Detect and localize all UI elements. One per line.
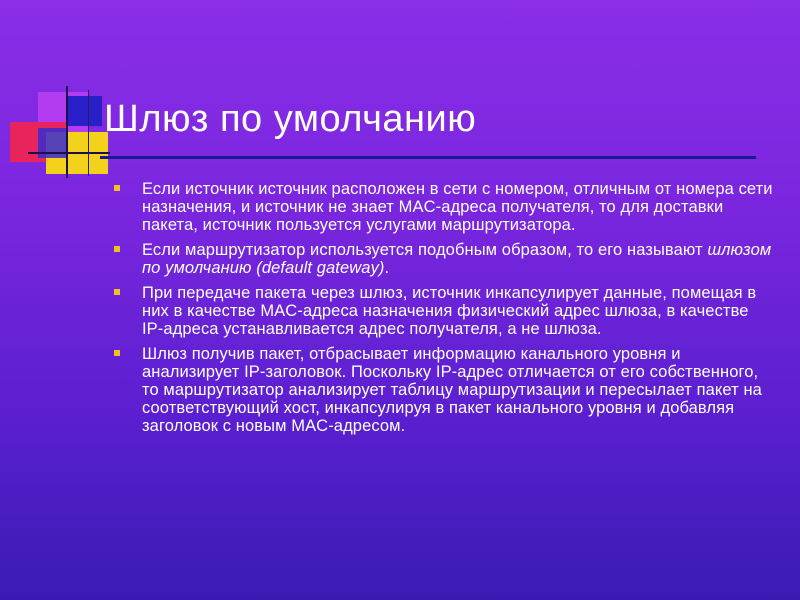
bullet-marker-icon (114, 185, 120, 191)
blue-square (66, 96, 102, 126)
bullet-text: Если источник источник расположен в сети с номером, отличным от номера сети назначения, и источник не знает MAC-адреса получателя, то для доставки пакета, источник пользуется услугами маршрутизатора. (142, 180, 773, 234)
bullet-marker-icon (114, 246, 120, 252)
bullet-item (114, 180, 774, 234)
title-underline (100, 156, 756, 159)
bullet-text-start: Если маршрутизатор используется подобным образом, то его называют (142, 241, 708, 259)
logo-vertical-line-thin (88, 90, 89, 176)
slide-title: Шлюз по умолчанию (104, 98, 477, 140)
bullet-item (114, 241, 774, 277)
bullet-text-end: . (384, 259, 390, 277)
bullet-text-italic-term: шлюзом по умолчанию (default gateway) (142, 241, 772, 277)
bullet-text (142, 241, 774, 277)
bullet-marker-icon (114, 289, 120, 295)
bullet-marker-icon (114, 350, 120, 356)
logo-vertical-line (66, 86, 68, 178)
bullet-list (114, 180, 774, 442)
logo-horizontal-line (28, 152, 110, 154)
bullet-item (114, 284, 774, 338)
bullet-text: При передаче пакета через шлюз, источник инкапсулирует данные, помещая в них в качестве MAC-адреса назначения физический адрес шлюза, в качестве IP-адреса устанавливается адрес получателя, а не шлюза. (142, 284, 757, 338)
decorative-squares-logo (0, 0, 110, 180)
bullet-text: Шлюз получив пакет, отбрасывает информацию канального уровня и анализирует IP-заголовок. Поскольку IP-адрес отличается от его собственного, то маршрутизатор анализирует таблицу маршрутизации и пересылает пакет на соответствующий хост, инкапсулируя в пакет канального уровня и добавляя заголовок с новым MAC-адресом. (142, 345, 762, 435)
bullet-item (114, 345, 774, 435)
